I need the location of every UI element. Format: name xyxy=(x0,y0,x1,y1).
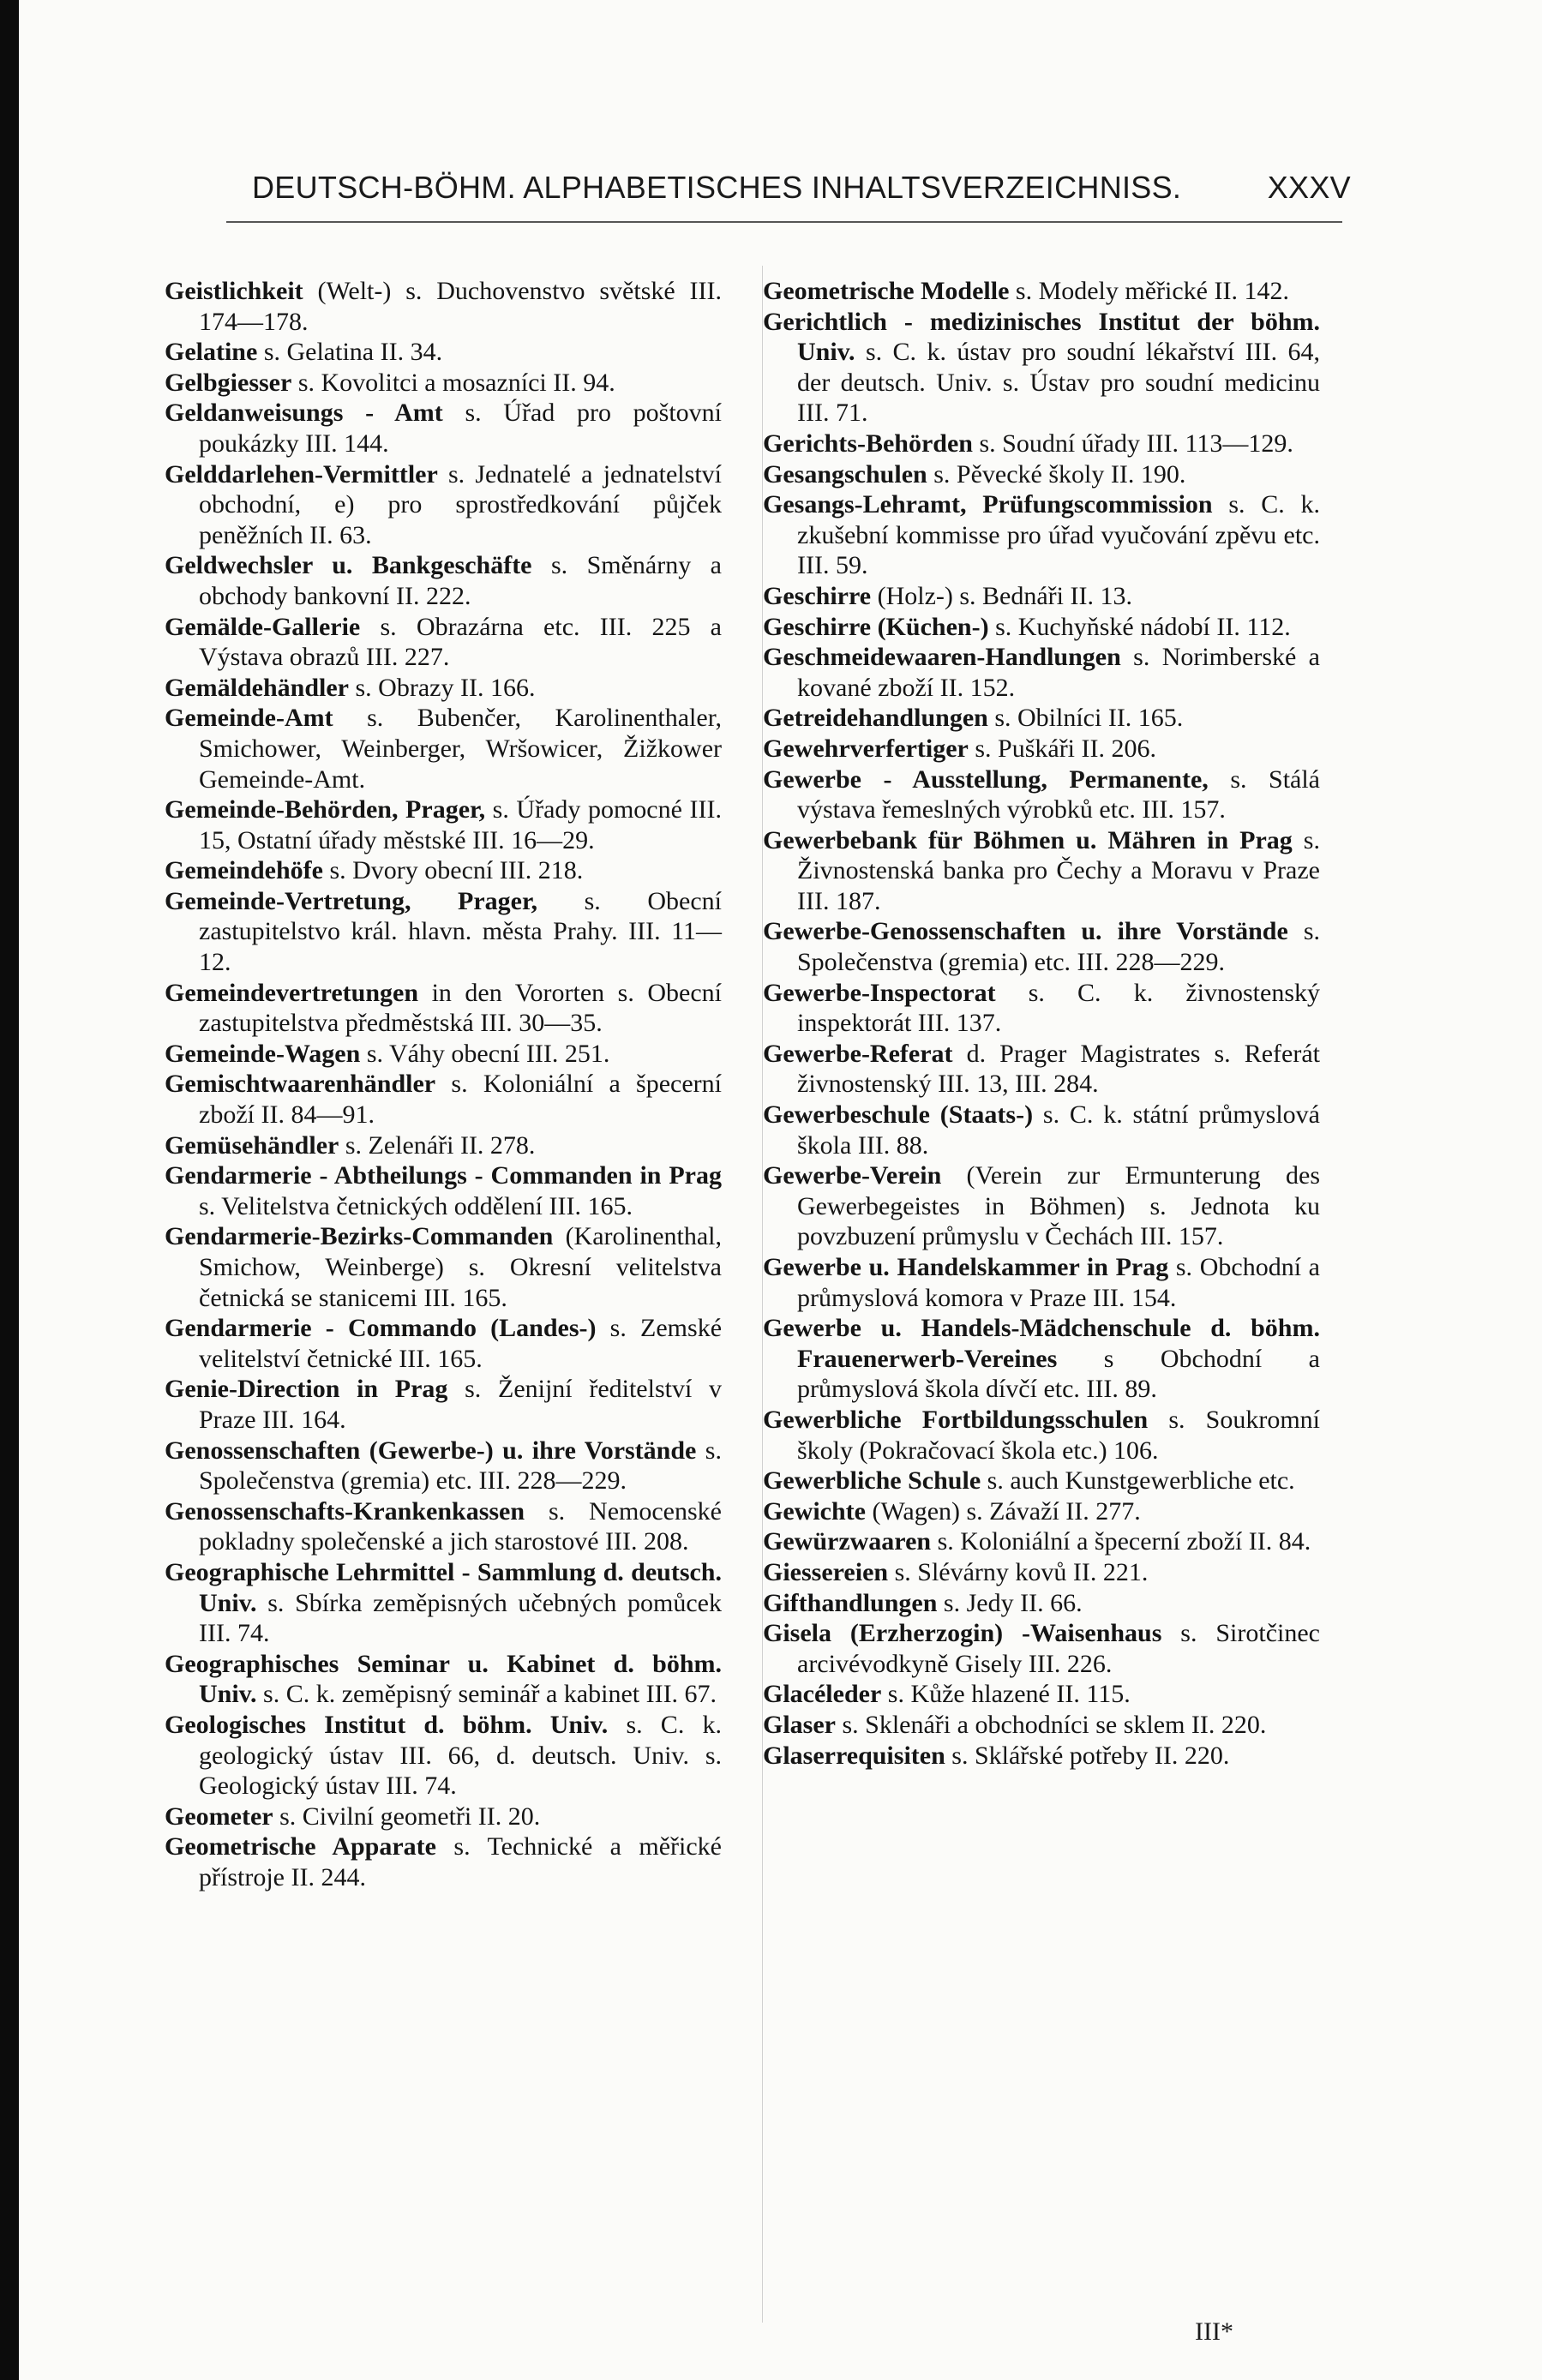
entry-reference: s. Bubenčer, Karolinenthaler, Smichower, Weinberger, Wršowicer, Žižkower Gemeinde-Amt. xyxy=(199,704,722,794)
right-column xyxy=(763,276,1320,1771)
entry-term: Gemischtwaarenhändler xyxy=(165,1070,436,1099)
entry-term: Gewerbliche Schule xyxy=(763,1466,981,1496)
entry-term: Geldwechsler u. Bankgeschäfte xyxy=(165,551,532,580)
entry-term: Gelbgiesser xyxy=(165,368,292,397)
entry-term: Gendarmerie-Bezirks-Commanden xyxy=(165,1222,554,1251)
index-entry xyxy=(763,612,1320,643)
entry-term: Geographisches Seminar u. Kabinet d. böhm. Univ. xyxy=(165,1649,722,1709)
entry-reference: s. Kůže hlazené II. 115. xyxy=(881,1680,1131,1709)
index-entry xyxy=(165,459,722,551)
index-entry xyxy=(165,1436,722,1496)
entry-term: Gemeinde-Amt xyxy=(165,704,333,733)
entry-term: Geometrische Modelle xyxy=(763,277,1010,305)
entry-reference: s. Váhy obecní III. 251. xyxy=(360,1039,610,1068)
entry-term: Gewerbe u. Handels-Mädchenschule d. böhm. Frauenerwerb-Vereines xyxy=(763,1314,1320,1373)
index-entry xyxy=(165,1710,722,1801)
index-entry xyxy=(165,1313,722,1374)
entry-reference: d. Prager Magistrates s. Referát živnostenský III. 13, III. 284. xyxy=(797,1039,1320,1099)
index-entry xyxy=(763,1100,1320,1160)
index-entry xyxy=(763,1313,1320,1405)
entry-term: Glaserrequisiten xyxy=(763,1741,945,1770)
index-entry xyxy=(165,368,722,399)
index-entry xyxy=(763,1496,1320,1527)
entry-term: Gemäldehändler xyxy=(165,673,349,702)
index-entry xyxy=(165,673,722,704)
entry-term: Geometer xyxy=(165,1801,273,1831)
index-entry xyxy=(763,642,1320,703)
index-entry xyxy=(763,1741,1320,1772)
entry-term: Gendarmerie - Commando (Landes-) xyxy=(165,1314,597,1343)
entry-term: Gemeindevertretungen xyxy=(165,978,419,1007)
entry-reference: s. Obecní zastupitelstvo král. hlavn. města Prahy. III. 11—12. xyxy=(199,886,722,977)
entry-term: Gerichts-Behörden xyxy=(763,429,973,458)
index-entry xyxy=(165,1831,722,1892)
entry-reference: s. Gelatina II. 34. xyxy=(257,338,443,367)
index-entry xyxy=(763,1466,1320,1496)
entry-term: Glaser xyxy=(763,1710,836,1739)
running-header xyxy=(252,170,1351,206)
entry-reference: s. Velitelstva četnických oddělení III. 165. xyxy=(199,1191,633,1220)
page-number: XXXV xyxy=(1267,170,1351,205)
entry-term: Gewichte xyxy=(763,1496,866,1526)
index-entry xyxy=(165,398,722,459)
entry-reference: s. C. k. ústav pro soudní lékařství III. 64, der deutsch. Univ. s. Ústav pro soudní medicinu III. 71. xyxy=(797,338,1320,428)
entry-reference: s. Koloniální a špecerní zboží II. 84. xyxy=(931,1527,1311,1556)
entry-term: Giessereien xyxy=(763,1557,889,1586)
entry-reference: s. Pěvecké školy II. 190. xyxy=(927,459,1186,489)
entry-term: Gemüsehändler xyxy=(165,1130,339,1160)
header-title: DEUTSCH-BÖHM. ALPHABETISCHES INHALTSVERZEICHNISS. xyxy=(252,170,1182,205)
entry-reference: s. C. k. státní průmyslová škola III. 88. xyxy=(797,1100,1320,1160)
entry-term: Gifthandlungen xyxy=(763,1588,938,1617)
entry-reference: s. Sklenáři a obchodníci se sklem II. 220. xyxy=(835,1710,1267,1739)
entry-reference: s. Obrazy II. 166. xyxy=(349,673,536,702)
entry-term: Gewerbe-Genossenschaften u. ihre Vorstände xyxy=(763,917,1288,946)
entry-term: Glacéleder xyxy=(763,1680,882,1709)
entry-reference: s. Obrazárna etc. III. 225 a Výstava obrazů III. 227. xyxy=(199,612,722,672)
entry-reference: s. Puškáři II. 206. xyxy=(968,734,1156,763)
entry-term: Gewerbliche Fortbildungsschulen xyxy=(763,1405,1149,1434)
entry-reference: s. Soukromní školy (Pokračovací škola etc.) 106. xyxy=(797,1405,1320,1465)
index-entry xyxy=(763,1679,1320,1710)
entry-reference: s Obchodní a průmyslová škola dívčí etc. III. 89. xyxy=(797,1344,1320,1404)
index-entry xyxy=(763,429,1320,459)
entry-term: Genossenschafts-Krankenkassen xyxy=(165,1496,525,1526)
entry-term: Gewerbe-Verein xyxy=(763,1161,942,1190)
index-entry xyxy=(763,489,1320,581)
index-entry xyxy=(165,1130,722,1161)
entry-term: Gerichtlich - medizinisches Institut der böhm. Univ. xyxy=(763,307,1320,367)
entry-term: Gisela (Erzherzogin) -Waisenhaus xyxy=(763,1619,1162,1648)
entry-term: Gelatine xyxy=(165,338,258,367)
entry-term: Gesangs-Lehramt, Prüfungscommission xyxy=(763,490,1213,519)
entry-reference: s. Úřad pro poštovní poukázky III. 144. xyxy=(199,399,722,458)
entry-term: Gewerbe u. Handelskammer in Prag xyxy=(763,1253,1169,1281)
index-entry xyxy=(165,855,722,886)
entry-term: Gewerbebank für Böhmen u. Mähren in Prag xyxy=(763,825,1293,854)
index-entry xyxy=(165,337,722,368)
entry-reference: s. Společenstva (gremia) etc. III. 228—229. xyxy=(797,917,1320,977)
index-entry xyxy=(165,1374,722,1435)
index-entry xyxy=(165,1069,722,1130)
index-entry xyxy=(165,1496,722,1557)
entry-term: Geschmeidewaaren-Handlungen xyxy=(763,643,1121,672)
index-entry xyxy=(165,612,722,673)
entry-reference: s. Zemské velitelství četnické III. 165. xyxy=(199,1314,723,1373)
entry-reference: s. Ženijní ředitelství v Praze III. 164. xyxy=(199,1375,722,1434)
entry-reference: (Welt-) s. Duchovenstvo světské III. 174—178. xyxy=(199,277,722,336)
index-entry xyxy=(165,703,722,794)
entry-reference: s. Společenstva (gremia) etc. III. 228—229. xyxy=(199,1436,722,1496)
index-entry xyxy=(165,550,722,611)
entry-reference: s. Živnostenská banka pro Čechy a Moravu v Praze III. 187. xyxy=(797,825,1320,915)
entry-term: Gemeinde-Wagen xyxy=(165,1039,361,1068)
entry-reference: s. Dvory obecní III. 218. xyxy=(322,856,584,885)
entry-reference: s. Sklářské potřeby II. 220. xyxy=(945,1741,1230,1770)
entry-reference: s. Koloniální a špecerní zboží II. 84—91. xyxy=(199,1070,722,1130)
entry-term: Geldanweisungs - Amt xyxy=(165,399,443,428)
index-entry xyxy=(763,307,1320,429)
index-entry xyxy=(165,1801,722,1832)
index-entry xyxy=(763,1160,1320,1252)
entry-reference: s. Kovolitci a mosazníci II. 94. xyxy=(291,368,615,397)
index-entry xyxy=(165,1039,722,1070)
index-entry xyxy=(763,825,1320,917)
entry-reference: s. Sbírka zeměpisných učebných pomůcek III. 74. xyxy=(199,1588,722,1648)
index-entry xyxy=(763,1252,1320,1313)
entry-reference: s. C. k. zeměpisný seminář a kabinet III. 67. xyxy=(256,1680,717,1709)
entry-reference: s. Slévárny kovů II. 221. xyxy=(888,1557,1149,1586)
entry-term: Gewehrverfertiger xyxy=(763,734,969,763)
index-entry xyxy=(763,1039,1320,1100)
entry-reference: in den Vororten s. Obecní zastupitelstva předměstská III. 30—35. xyxy=(199,978,722,1038)
entry-term: Genie-Direction in Prag xyxy=(165,1375,448,1404)
index-entry xyxy=(763,1618,1320,1679)
entry-term: Gesangschulen xyxy=(763,459,927,489)
index-entry xyxy=(763,1405,1320,1466)
entry-term: Gendarmerie - Abtheilungs - Commanden in Prag xyxy=(165,1161,722,1190)
entry-term: Gewerbeschule (Staats-) xyxy=(763,1100,1034,1130)
entry-reference: s. Obilníci II. 165. xyxy=(987,704,1184,733)
entry-term: Gemeinde-Vertretung, Prager, xyxy=(165,886,538,915)
entry-term: Geistlichkeit xyxy=(165,277,303,305)
index-entry xyxy=(165,978,722,1039)
entry-reference: s. Jedy II. 66. xyxy=(937,1588,1083,1617)
entry-reference: s. Nemocenské pokladny společenské a jich starostové III. 208. xyxy=(199,1496,722,1556)
entry-reference: s. Soudní úřady III. 113—129. xyxy=(972,429,1293,458)
entry-reference: (Wagen) s. Závaží II. 277. xyxy=(865,1496,1141,1526)
index-entry xyxy=(763,1588,1320,1619)
left-column xyxy=(165,276,722,1892)
index-entry xyxy=(165,886,722,978)
book-page xyxy=(19,0,1542,2380)
entry-reference: (Holz-) s. Bednáři II. 13. xyxy=(871,581,1132,610)
entry-term: Gelddarlehen-Vermittler xyxy=(165,459,438,489)
entry-reference: s. Civilní geometři II. 20. xyxy=(273,1801,541,1831)
entry-reference: (Verein zur Ermunterung des Gewerbegeistes in Böhmen) s. Jednota ku povzbuzení průmyslu v Čechách III. 157. xyxy=(797,1161,1320,1251)
entry-reference: (Karolinenthal, Smichow, Weinberge) s. Okresní velitelstva četnická se stanicemi III. 165. xyxy=(199,1222,722,1312)
index-entry xyxy=(763,1557,1320,1588)
entry-reference: s. C. k. geologický ústav III. 66, d. deutsch. Univ. s. Geologický ústav III. 74. xyxy=(199,1710,722,1801)
index-entry xyxy=(763,1526,1320,1557)
index-entry xyxy=(165,276,722,337)
entry-reference: s. Norimberské a kované zboží II. 152. xyxy=(797,643,1320,702)
entry-reference: s. Technické a měřické přístroje II. 244. xyxy=(199,1832,722,1891)
header-rule xyxy=(226,221,1342,223)
entry-reference: s. Modely měřické II. 142. xyxy=(1009,277,1289,305)
entry-term: Getreidehandlungen xyxy=(763,704,988,733)
index-entry xyxy=(763,978,1320,1039)
entry-reference: s. Směnárny a obchody bankovní II. 222. xyxy=(199,551,722,610)
entry-term: Geometrische Apparate xyxy=(165,1832,436,1861)
entry-term: Genossenschaften (Gewerbe-) u. ihre Vorstände xyxy=(165,1436,697,1465)
entry-reference: s. Sirotčinec arcivévodkyně Gisely III. 226. xyxy=(797,1619,1320,1678)
index-entry xyxy=(763,1710,1320,1741)
index-entry xyxy=(165,1221,722,1313)
entry-term: Geographische Lehrmittel - Sammlung d. deutsch. Univ. xyxy=(165,1557,722,1617)
entry-reference: s. C. k. zkušební kommisse pro úřad vyučování zpěvu etc. III. 59. xyxy=(797,490,1321,580)
index-entry xyxy=(165,1649,722,1710)
index-entry xyxy=(763,581,1320,612)
entry-term: Gemeindehöfe xyxy=(165,856,323,885)
index-entry xyxy=(165,1557,722,1649)
entry-reference: s. Kuchyňské nádobí II. 112. xyxy=(988,612,1291,641)
entry-reference: s. Úřady pomocné III. 15, Ostatní úřady městské III. 16—29. xyxy=(199,795,722,854)
entry-term: Gemälde-Gallerie xyxy=(165,612,361,641)
entry-reference: s. Obchodní a průmyslová komora v Praze III. 154. xyxy=(797,1253,1320,1312)
entry-term: Geschirre (Küchen-) xyxy=(763,612,989,641)
entry-reference: s. Stálá výstava řemeslných výrobků etc. III. 157. xyxy=(797,764,1320,824)
entry-term: Gemeinde-Behörden, Prager, xyxy=(165,795,486,824)
index-entry xyxy=(165,1160,722,1221)
entry-reference: s. Jednatelé a jednatelství obchodní, e) pro sprostředkování půjček peněžních II. 63. xyxy=(199,459,722,549)
entry-term: Geologisches Institut d. böhm. Univ. xyxy=(165,1710,609,1739)
index-entry xyxy=(763,734,1320,764)
entry-reference: s. Zelenáři II. 278. xyxy=(339,1130,536,1160)
index-entry xyxy=(763,916,1320,977)
entry-term: Gewürzwaaren xyxy=(763,1527,932,1556)
index-entry xyxy=(165,794,722,855)
index-entry xyxy=(763,703,1320,734)
signature-mark: III* xyxy=(1195,2317,1233,2346)
entry-reference: s. C. k. živnostenský inspektorát III. 137. xyxy=(797,978,1320,1038)
index-entry xyxy=(763,764,1320,825)
entry-term: Gewerbe - Ausstellung, Permanente, xyxy=(763,764,1209,794)
entry-term: Gewerbe-Inspectorat xyxy=(763,978,996,1007)
entry-reference: s. auch Kunstgewerbliche etc. xyxy=(981,1466,1295,1496)
index-entry xyxy=(763,459,1320,490)
entry-term: Gewerbe-Referat xyxy=(763,1039,953,1068)
entry-term: Geschirre xyxy=(763,581,872,610)
index-entry xyxy=(763,276,1320,307)
